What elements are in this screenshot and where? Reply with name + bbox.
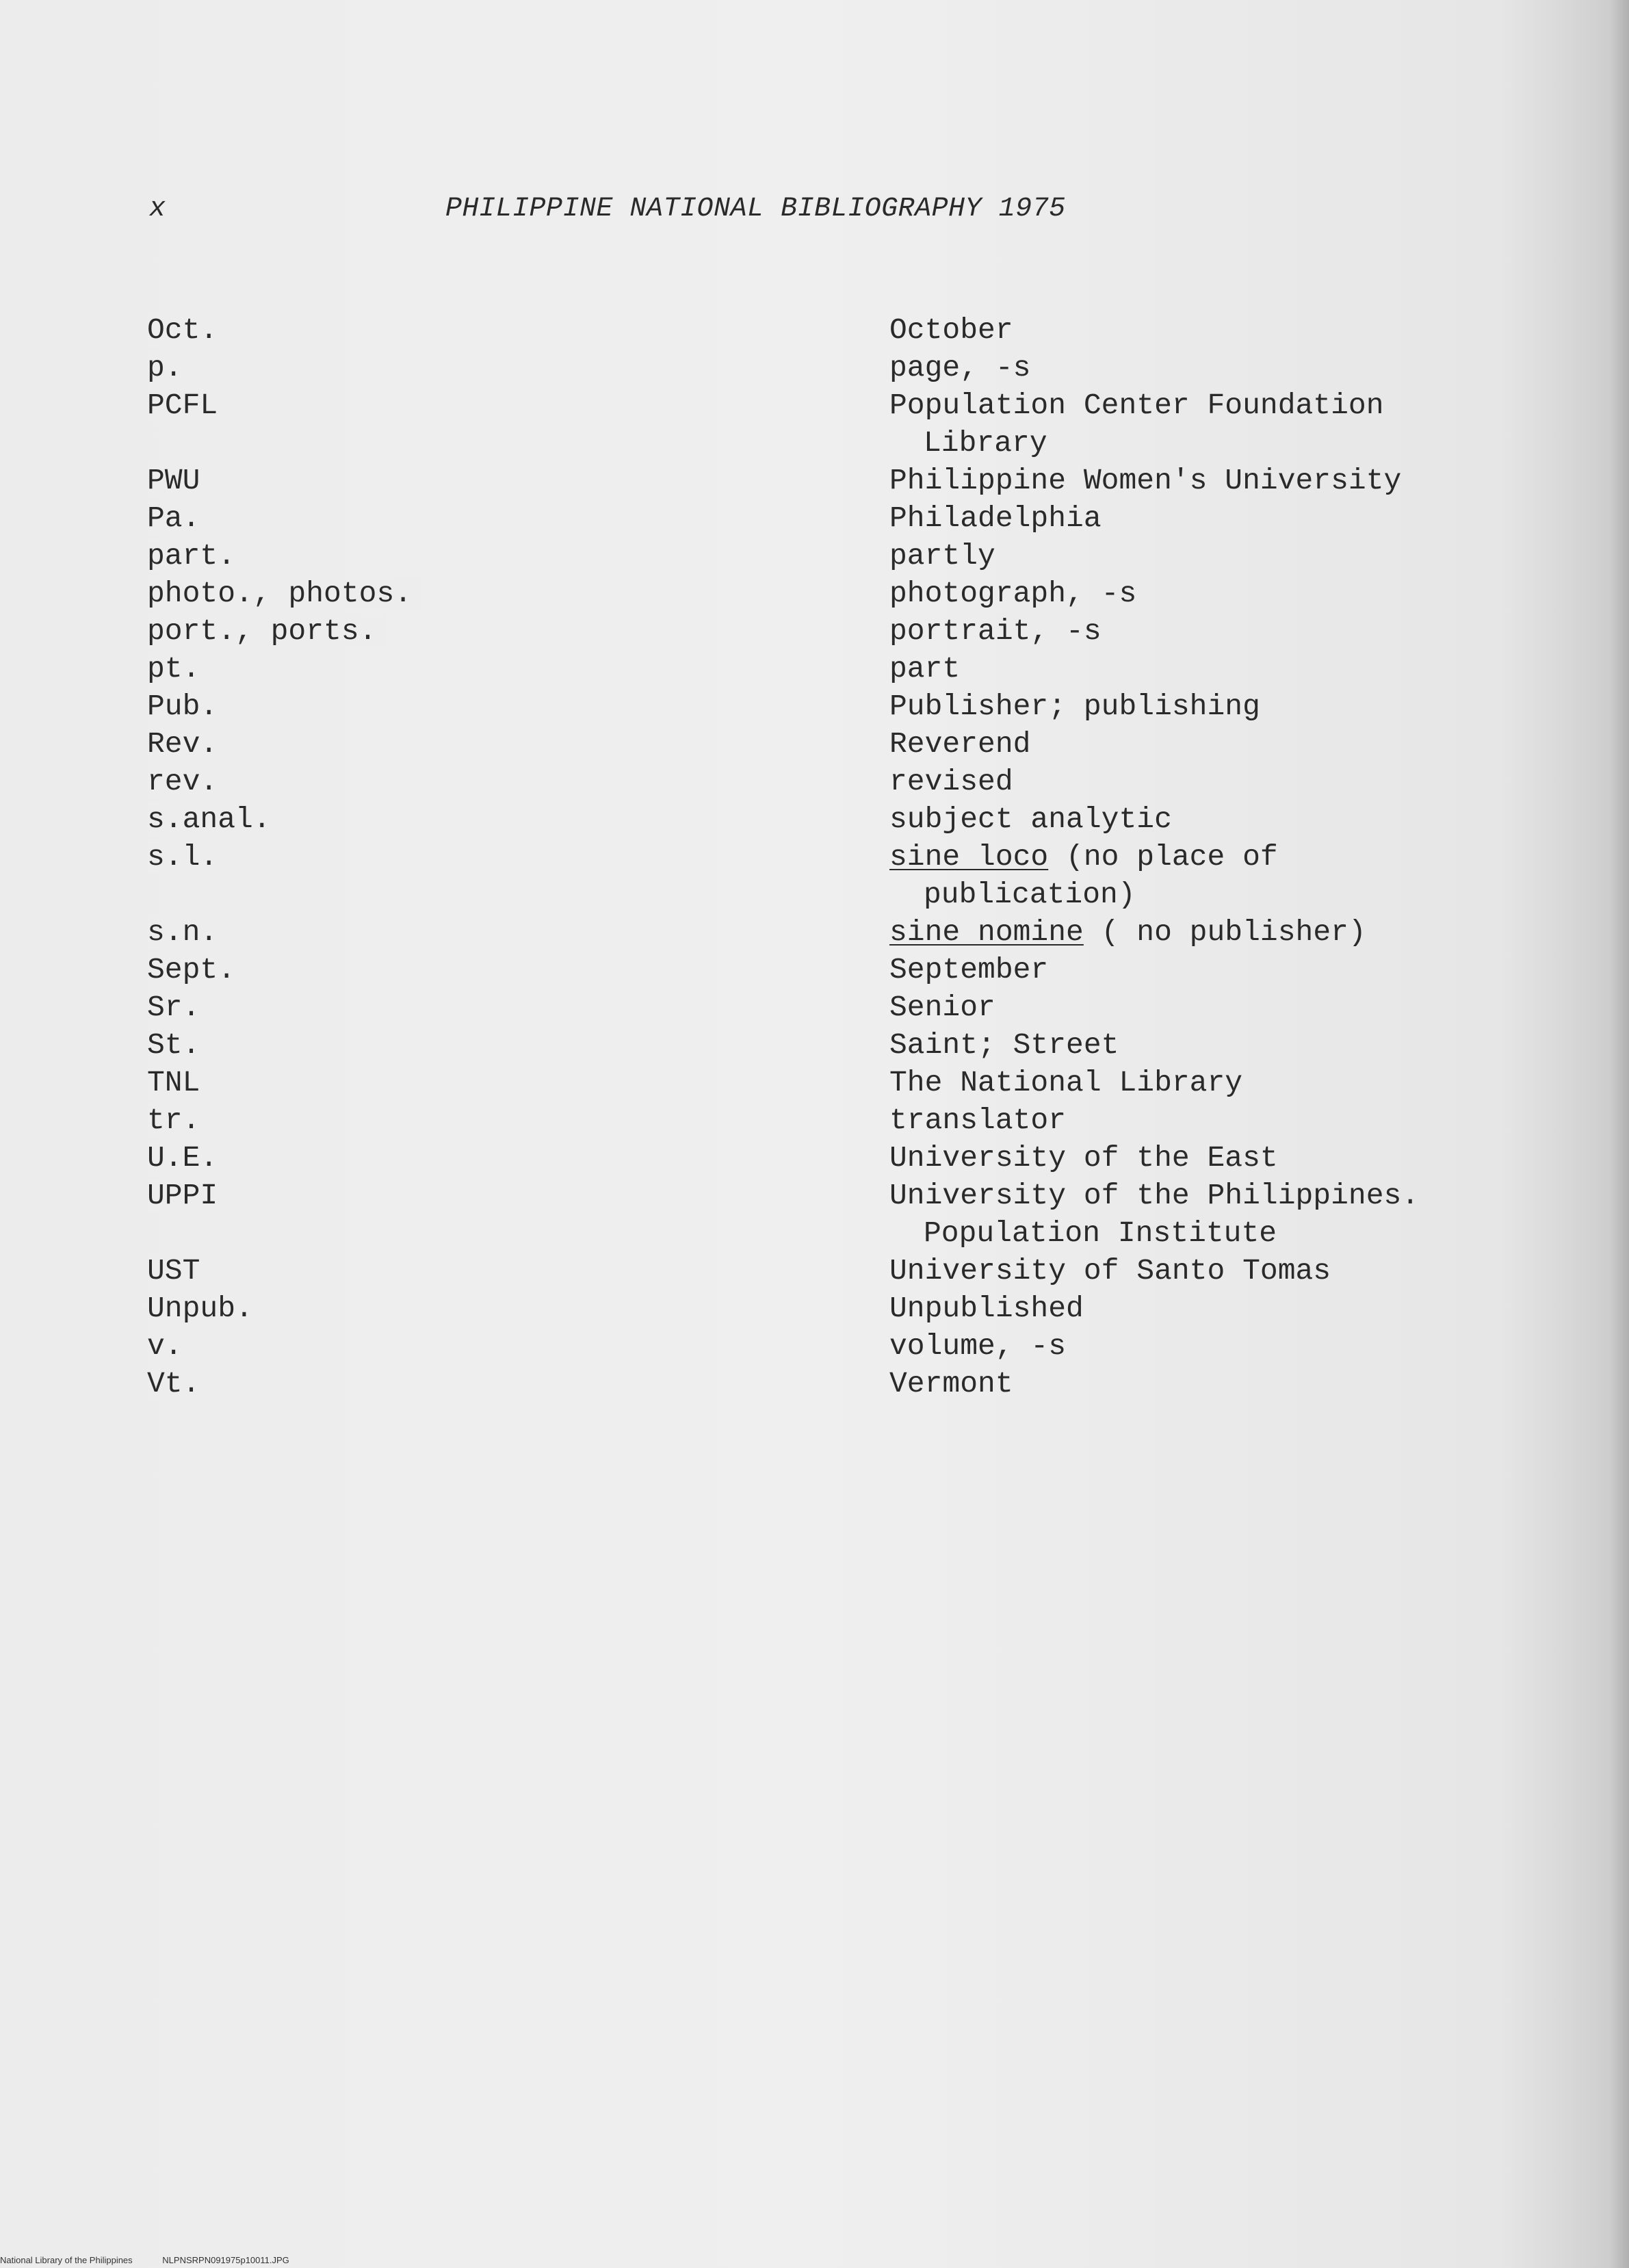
abbreviation-term-cell [147, 387, 889, 462]
abbreviation-term-cell [147, 913, 889, 951]
meaning-line: Philadelphia [889, 501, 1102, 535]
abbreviation-entry [147, 989, 1474, 1026]
abbreviation-term: Sept. [147, 953, 245, 987]
abbreviation-entry [147, 1290, 1474, 1327]
abbreviation-term-cell [147, 1252, 889, 1290]
abbreviation-meaning [889, 688, 1474, 725]
abbreviation-term-cell [147, 800, 889, 838]
meaning-rest: ( no publisher) [1083, 915, 1366, 949]
abbreviation-term-cell [147, 575, 889, 612]
abbreviation-term: pt. [147, 652, 209, 686]
abbreviation-term-cell [147, 612, 889, 650]
meaning-line: Reverend [889, 727, 1031, 761]
meaning-continuation: Library [924, 426, 1047, 460]
meaning-line: University of the East [889, 1141, 1278, 1175]
abbreviation-term-cell [147, 951, 889, 989]
abbreviation-term: rev. [147, 765, 227, 798]
abbreviation-meaning [889, 575, 1474, 612]
abbreviation-entry [147, 650, 1474, 688]
abbreviation-term: s.anal. [147, 803, 281, 836]
abbreviation-entry [147, 1365, 1474, 1403]
abbreviation-meaning [889, 499, 1474, 537]
abbreviation-meaning [889, 1177, 1474, 1252]
abbreviation-entry [147, 612, 1474, 650]
abbreviation-meaning [889, 462, 1474, 499]
abbreviation-term-cell [147, 349, 889, 387]
abbreviation-term-cell [147, 1177, 889, 1252]
abbreviation-entry [147, 462, 1474, 499]
meaning-line: Publisher; publishing [889, 690, 1260, 723]
abbreviation-entry [147, 913, 1474, 951]
abbreviation-list [147, 311, 1474, 1403]
abbreviation-entry [147, 838, 1474, 913]
abbreviation-entry [147, 575, 1474, 612]
footer-filename: NLPNSRPN091975p10011.JPG [162, 2255, 289, 2265]
abbreviation-term: Unpub. [147, 1292, 263, 1325]
meaning-line: partly [889, 539, 995, 573]
meaning-line: University of Santo Tomas [889, 1254, 1331, 1288]
abbreviation-meaning [889, 537, 1474, 575]
abbreviation-term-cell [147, 311, 889, 349]
abbreviation-term: PCFL [147, 389, 227, 422]
abbreviation-entry [147, 1177, 1474, 1252]
abbreviation-meaning [889, 311, 1474, 349]
abbreviation-term: p. [147, 351, 192, 384]
abbreviation-meaning [889, 1064, 1474, 1102]
latin-term: sine nomine [889, 915, 1084, 949]
abbreviation-meaning [889, 989, 1474, 1026]
abbreviation-term-cell [147, 763, 889, 800]
abbreviation-meaning [889, 612, 1474, 650]
meaning-line: The National Library [889, 1066, 1243, 1099]
abbreviation-meaning [889, 1026, 1474, 1064]
meaning-line: Vermont [889, 1367, 1013, 1400]
meaning-line: portrait, -s [889, 614, 1102, 648]
meaning-line: subject analytic [889, 803, 1172, 836]
abbreviation-term-cell [147, 1365, 889, 1403]
page-edge-shadow [1610, 0, 1629, 2268]
meaning-line: page, -s [889, 351, 1031, 384]
abbreviation-meaning [889, 650, 1474, 688]
meaning-line: University of the Philippines. [889, 1179, 1420, 1212]
abbreviation-term: UPPI [147, 1179, 227, 1212]
meaning-line: Philippine Women's University [889, 464, 1402, 497]
abbreviation-term-cell [147, 650, 889, 688]
abbreviation-entry [147, 951, 1474, 989]
running-title: PHILIPPINE NATIONAL BIBLIOGRAPHY 1975 [445, 194, 1066, 224]
abbreviation-term: photo., photos. [147, 577, 421, 610]
abbreviation-meaning [889, 800, 1474, 838]
meaning-line: Saint; Street [889, 1028, 1119, 1062]
abbreviation-meaning [889, 1290, 1474, 1327]
abbreviation-entry [147, 688, 1474, 725]
page-numeral: x [149, 194, 166, 224]
abbreviation-term: Rev. [147, 727, 227, 761]
abbreviation-term: Pa. [147, 501, 209, 535]
abbreviation-meaning [889, 387, 1474, 462]
abbreviation-term-cell [147, 1139, 889, 1177]
abbreviation-meaning [889, 349, 1474, 387]
abbreviation-meaning [889, 913, 1474, 951]
meaning-line: volume, -s [889, 1329, 1067, 1363]
abbreviation-term: PWU [147, 464, 209, 497]
scan-footer [0, 2255, 289, 2265]
abbreviation-term-cell [147, 462, 889, 499]
latin-term: sine loco [889, 840, 1049, 874]
abbreviation-term: s.n. [147, 915, 227, 949]
abbreviation-term: Vt. [147, 1367, 209, 1400]
abbreviation-term: Sr. [147, 991, 209, 1024]
abbreviation-entry [147, 763, 1474, 800]
abbreviation-meaning [889, 1102, 1474, 1139]
abbreviation-meaning [889, 763, 1474, 800]
abbreviation-term: tr. [147, 1104, 209, 1137]
abbreviation-entry [147, 800, 1474, 838]
meaning-line: translator [889, 1104, 1067, 1137]
abbreviation-entry [147, 387, 1474, 462]
abbreviation-entry [147, 1139, 1474, 1177]
footer-library: National Library of the Philippines [0, 2255, 133, 2265]
abbreviation-meaning [889, 838, 1474, 913]
meaning-continuation: publication) [924, 878, 1136, 911]
abbreviation-term: port., ports. [147, 614, 386, 648]
meaning-line: October [889, 313, 1013, 347]
abbreviation-entry [147, 1064, 1474, 1102]
abbreviation-term-cell [147, 1290, 889, 1327]
abbreviation-term: Pub. [147, 690, 227, 723]
abbreviation-meaning [889, 951, 1474, 989]
abbreviation-term: U.E. [147, 1141, 227, 1175]
abbreviation-entry [147, 311, 1474, 349]
meaning-line: Unpublished [889, 1292, 1084, 1325]
meaning-line: Senior [889, 991, 995, 1024]
abbreviation-term-cell [147, 537, 889, 575]
abbreviation-term-cell [147, 838, 889, 913]
abbreviation-term: v. [147, 1329, 192, 1363]
abbreviation-entry [147, 1026, 1474, 1064]
abbreviation-meaning [889, 725, 1474, 763]
abbreviation-term-cell [147, 1102, 889, 1139]
meaning-line: Population Center Foundation [889, 389, 1384, 422]
meaning-continuation: Population Institute [924, 1216, 1277, 1250]
abbreviation-term-cell [147, 499, 889, 537]
abbreviation-entry [147, 349, 1474, 387]
abbreviation-meaning [889, 1327, 1474, 1365]
abbreviation-meaning [889, 1252, 1474, 1290]
abbreviation-meaning [889, 1365, 1474, 1403]
abbreviation-term-cell [147, 1026, 889, 1064]
meaning-line: photograph, -s [889, 577, 1137, 610]
abbreviation-term: TNL [147, 1066, 209, 1099]
abbreviation-term-cell [147, 688, 889, 725]
meaning-rest: (no place of [1048, 840, 1278, 874]
abbreviation-term-cell [147, 1064, 889, 1102]
abbreviation-term-cell [147, 1327, 889, 1365]
meaning-line: revised [889, 765, 1013, 798]
meaning-line: part [889, 652, 961, 686]
abbreviation-entry [147, 725, 1474, 763]
abbreviation-term: Oct. [147, 313, 227, 347]
abbreviation-entry [147, 1327, 1474, 1365]
abbreviation-entry [147, 1102, 1474, 1139]
abbreviation-term-cell [147, 725, 889, 763]
meaning-line: September [889, 953, 1049, 987]
abbreviation-term: s.l. [147, 840, 227, 874]
abbreviation-entry [147, 499, 1474, 537]
abbreviation-term: St. [147, 1028, 209, 1062]
abbreviation-term: part. [147, 539, 245, 573]
abbreviation-entry [147, 537, 1474, 575]
abbreviation-meaning [889, 1139, 1474, 1177]
abbreviation-term-cell [147, 989, 889, 1026]
abbreviation-term: UST [147, 1254, 209, 1288]
page-header [149, 194, 1175, 235]
abbreviation-entry [147, 1252, 1474, 1290]
